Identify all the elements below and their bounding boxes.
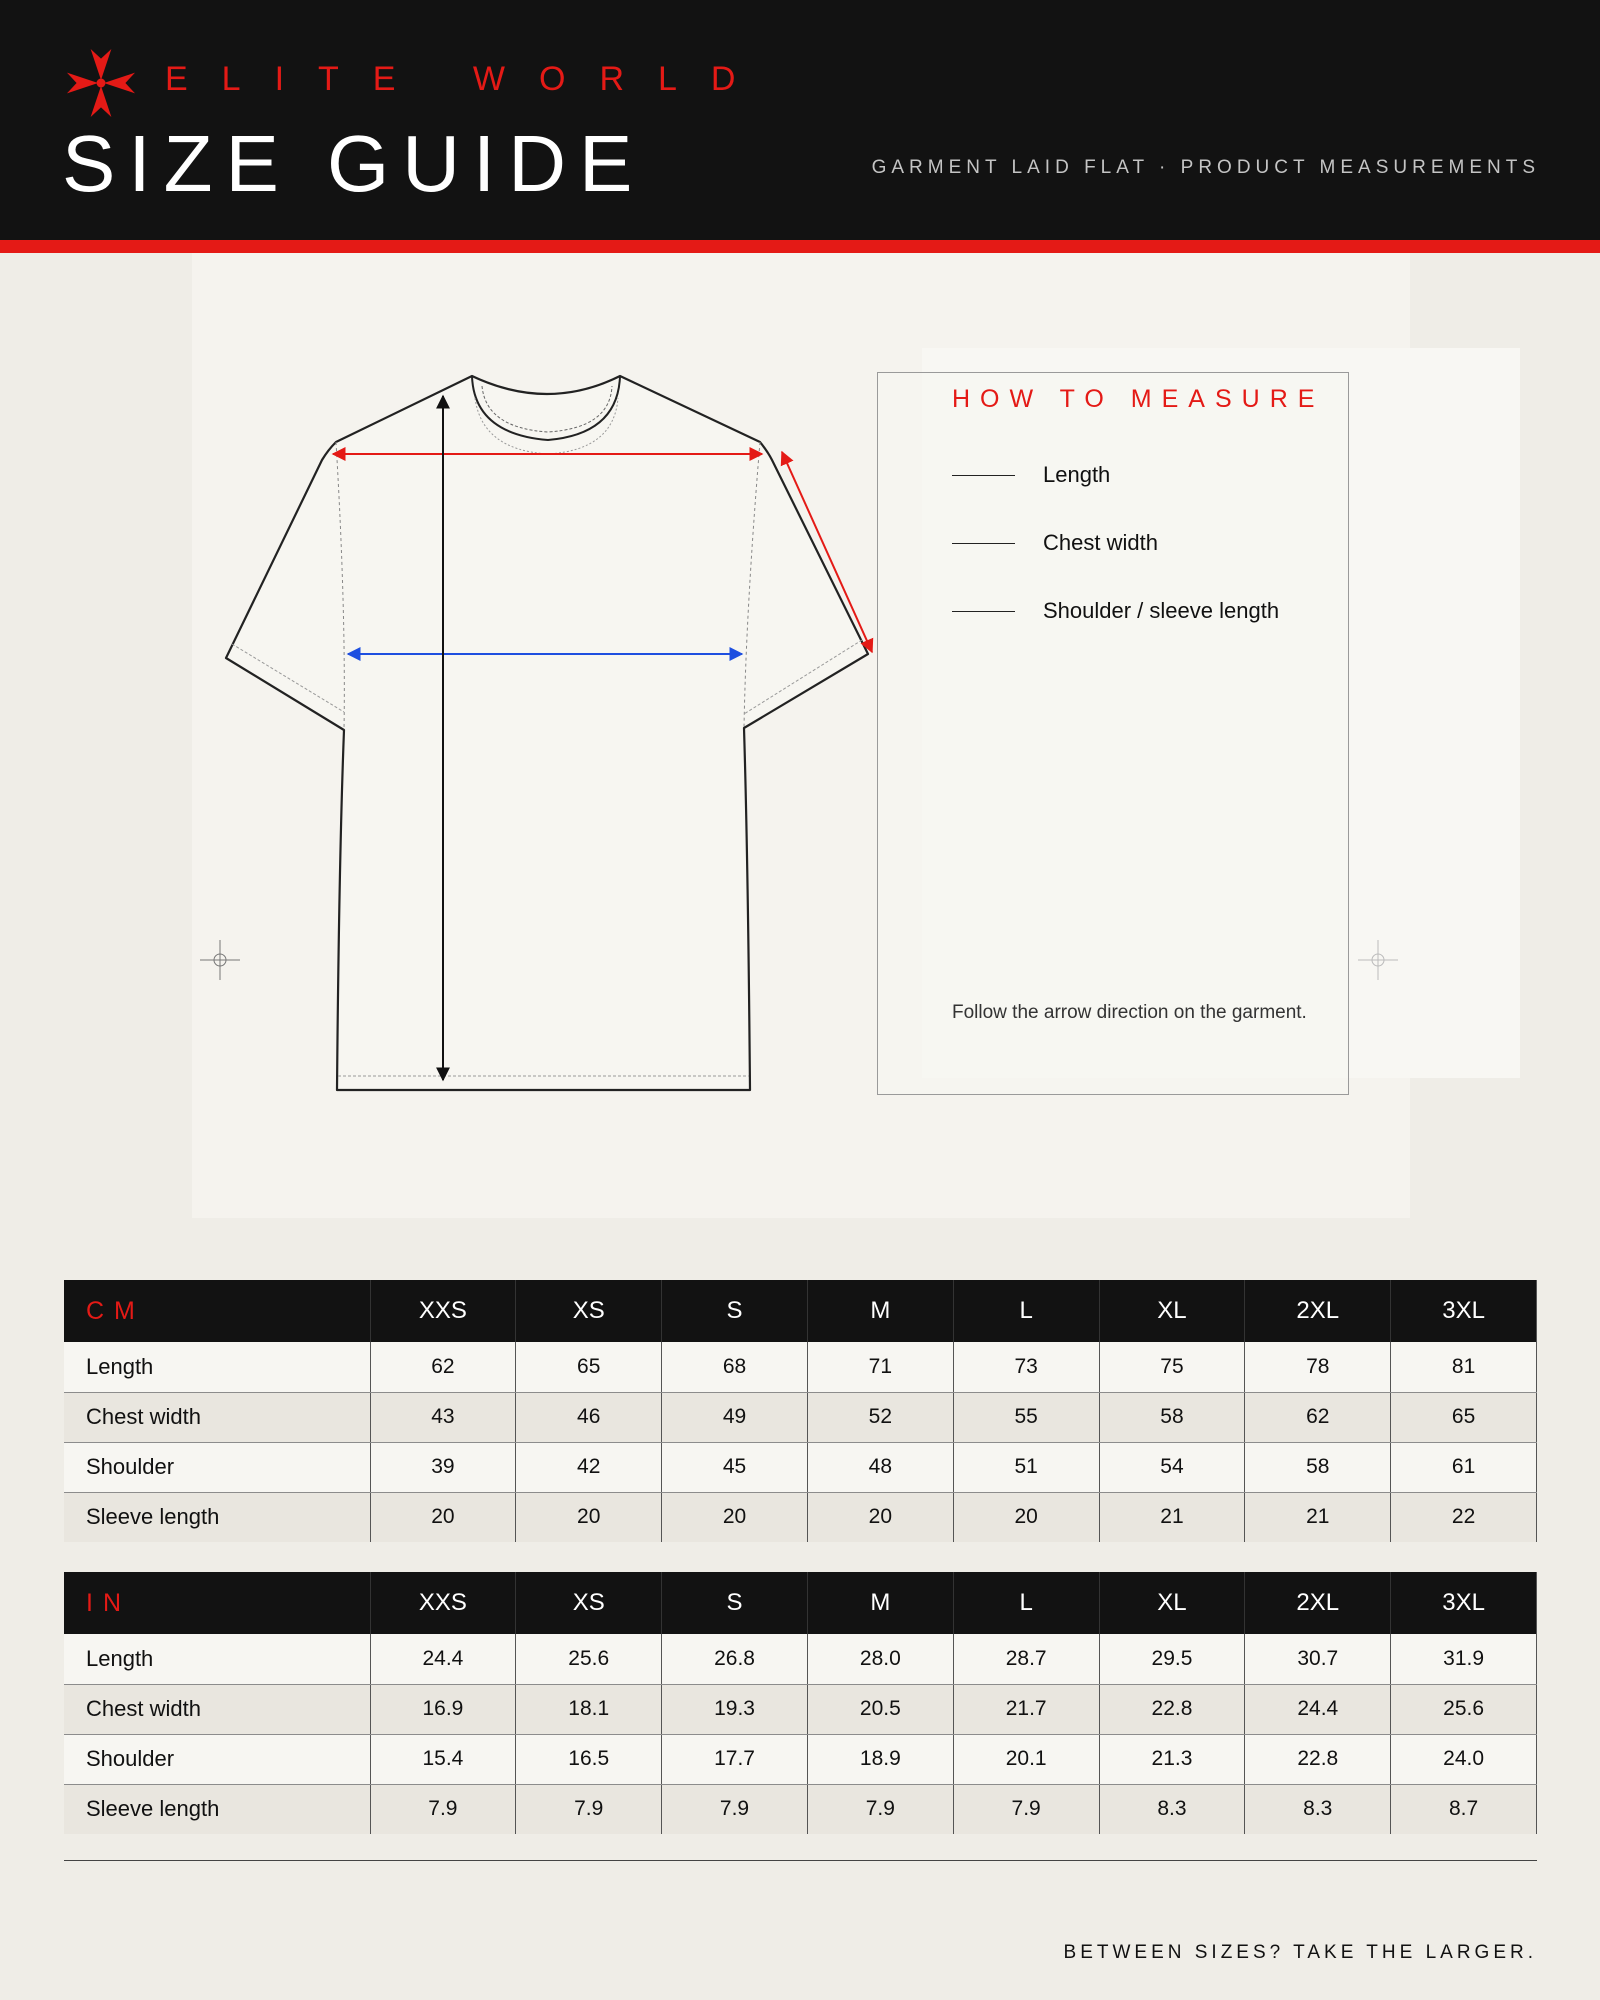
table-cell: 24.0 [1391,1734,1537,1784]
table-cell: 62 [1245,1392,1391,1442]
size-table-in [64,1572,1537,1834]
table-cell: 22.8 [1245,1734,1391,1784]
size-header: 2XL [1245,1280,1391,1342]
table-row [64,1734,1537,1784]
table-cell: 16.9 [370,1684,516,1734]
legend-item-chest-width [952,528,1158,558]
table-row [64,1492,1537,1542]
table-row [64,1634,1537,1684]
unit-label: CM [64,1280,370,1342]
table-cell: 20 [807,1492,953,1542]
crosshair-icon [1358,940,1398,980]
table-row [64,1442,1537,1492]
row-label: Chest width [64,1392,370,1442]
table-cell: 20.1 [953,1734,1099,1784]
size-header: M [807,1572,953,1634]
table-cell: 20 [370,1492,516,1542]
footer-note: BETWEEN SIZES? TAKE THE LARGER. [1063,1942,1537,1963]
howto-title: HOW TO MEASURE [952,385,1325,413]
maltese-cross-icon [64,46,138,120]
table-cell: 81 [1391,1342,1537,1392]
size-header: XL [1099,1280,1245,1342]
table-cell: 21.7 [953,1684,1099,1734]
size-header: 2XL [1245,1572,1391,1634]
table-cell: 68 [662,1342,808,1392]
row-label: Shoulder [64,1442,370,1492]
size-header: M [807,1280,953,1342]
table-cell: 42 [516,1442,662,1492]
table-cell: 26.8 [662,1634,808,1684]
table-row [64,1342,1537,1392]
size-header: XS [516,1280,662,1342]
table-cell: 65 [516,1342,662,1392]
table-cell: 43 [370,1392,516,1442]
table-cell: 61 [1391,1442,1537,1492]
table-cell: 75 [1099,1342,1245,1392]
size-header: 3XL [1391,1572,1537,1634]
table-cell: 25.6 [516,1634,662,1684]
table-cell: 21 [1245,1492,1391,1542]
table-cell: 25.6 [1391,1684,1537,1734]
table-cell: 58 [1099,1392,1245,1442]
brand-name: ELITE WORLD [165,60,770,98]
size-header: XL [1099,1572,1245,1634]
page-subtitle: GARMENT LAID FLAT · PRODUCT MEASUREMENTS [871,157,1540,178]
table-cell: 45 [662,1442,808,1492]
size-header: L [953,1572,1099,1634]
table-cell: 73 [953,1342,1099,1392]
table-cell: 22 [1391,1492,1537,1542]
table-cell: 49 [662,1392,808,1442]
table-cell: 78 [1245,1342,1391,1392]
table-cell: 58 [1245,1442,1391,1492]
table-cell: 65 [1391,1392,1537,1442]
row-label: Sleeve length [64,1784,370,1834]
table-cell: 55 [953,1392,1099,1442]
table-row [64,1392,1537,1442]
table-cell: 8.7 [1391,1784,1537,1834]
table-cell: 22.8 [1099,1684,1245,1734]
table-cell: 71 [807,1342,953,1392]
howto-card [877,372,1349,1095]
table-header-row [64,1572,1537,1634]
table-cell: 19.3 [662,1684,808,1734]
table-row [64,1684,1537,1734]
table-cell: 48 [807,1442,953,1492]
table-cell: 39 [370,1442,516,1492]
table-cell: 24.4 [370,1634,516,1684]
table-cell: 20 [953,1492,1099,1542]
size-header: 3XL [1391,1280,1537,1342]
tshirt-diagram [212,360,892,1100]
row-label: Length [64,1342,370,1392]
size-header: L [953,1280,1099,1342]
howto-note: Follow the arrow direction on the garment. [952,1002,1307,1023]
table-cell: 62 [370,1342,516,1392]
accent-bar [0,240,1600,253]
legend-label: Shoulder / sleeve length [1043,598,1280,623]
legend-label: Chest width [1043,530,1158,555]
legend-swatch [952,475,1015,476]
legend-item-length [952,460,1110,490]
table-cell: 18.9 [807,1734,953,1784]
table-cell: 28.0 [807,1634,953,1684]
table-cell: 20 [662,1492,808,1542]
header [0,0,1600,240]
legend-swatch [952,543,1015,544]
unit-label: IN [64,1572,370,1634]
legend-label: Length [1043,462,1111,487]
row-label: Chest width [64,1684,370,1734]
table-header-row [64,1280,1537,1342]
table-row [64,1784,1537,1834]
table-cell: 30.7 [1245,1634,1391,1684]
table-cell: 21.3 [1099,1734,1245,1784]
table-cell: 8.3 [1245,1784,1391,1834]
size-header: XXS [370,1572,516,1634]
size-header: XS [516,1572,662,1634]
table-cell: 51 [953,1442,1099,1492]
tshirt-outline [226,376,868,1090]
table-cell: 7.9 [516,1784,662,1834]
size-header: XXS [370,1280,516,1342]
table-cell: 7.9 [953,1784,1099,1834]
row-label: Sleeve length [64,1492,370,1542]
table-cell: 7.9 [662,1784,808,1834]
table-cell: 20.5 [807,1684,953,1734]
row-label: Length [64,1634,370,1684]
legend-item-shoulder-sleeve [952,596,1279,626]
row-label: Shoulder [64,1734,370,1784]
size-header: S [662,1572,808,1634]
table-cell: 20 [516,1492,662,1542]
table-cell: 52 [807,1392,953,1442]
table-cell: 29.5 [1099,1634,1245,1684]
table-cell: 24.4 [1245,1684,1391,1734]
size-header: S [662,1280,808,1342]
table-cell: 8.3 [1099,1784,1245,1834]
size-table-cm [64,1280,1537,1542]
divider [64,1860,1537,1861]
table-cell: 16.5 [516,1734,662,1784]
table-cell: 31.9 [1391,1634,1537,1684]
page-title: SIZE GUIDE [62,119,646,208]
table-cell: 54 [1099,1442,1245,1492]
table-cell: 7.9 [370,1784,516,1834]
table-cell: 7.9 [807,1784,953,1834]
table-cell: 28.7 [953,1634,1099,1684]
table-cell: 18.1 [516,1684,662,1734]
table-cell: 46 [516,1392,662,1442]
legend-swatch [952,611,1015,612]
table-cell: 21 [1099,1492,1245,1542]
table-cell: 17.7 [662,1734,808,1784]
table-cell: 15.4 [370,1734,516,1784]
